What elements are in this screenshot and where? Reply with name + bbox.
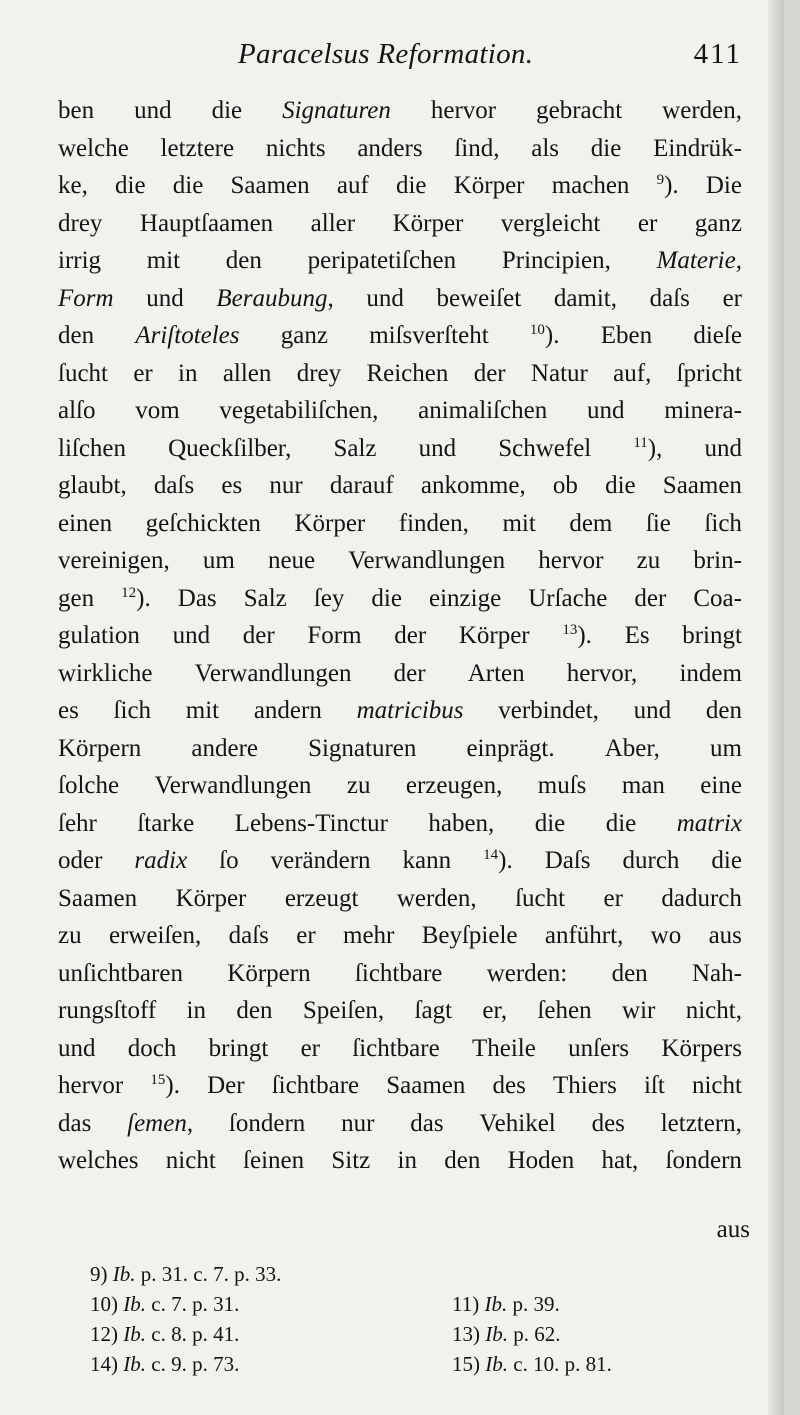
text-line: ſucht er in allen drey Reichen der Natur auf, ſpricht (58, 359, 742, 387)
body-text (58, 97, 742, 1185)
text-line: zu erweiſen, daſs er mehr Beyſpiele anführt, wo aus (58, 922, 742, 949)
text-line: Form und Beraubung, und beweiſet damit, daſs er (58, 284, 742, 312)
footnote-14: 14) Ib. c. 9. p. 73. (90, 1352, 240, 1376)
footnote-13: 13) Ib. p. 62. (452, 1322, 561, 1346)
text-line: wirkliche Verwandlungen der Arten hervor, indem (58, 659, 742, 687)
running-title: Paracelsus Reformation. (238, 38, 534, 70)
text-line: gen $^{12}$). Das Salz ſey die einzige Urſache der Coa- (58, 584, 742, 612)
footnote-15: 15) Ib. c. 10. p. 81. (452, 1352, 612, 1376)
page-number: 411 (693, 38, 742, 70)
text-line: drey Hauptſaamen aller Körper vergleicht er ganz (58, 209, 742, 237)
text-line: das ſemen, ſondern nur das Vehikel des letztern, (58, 1109, 742, 1137)
text-line: den Ariſtoteles ganz miſsverſteht $^{10}$). Eben dieſe (58, 322, 742, 349)
text-line: oder radix ſo verändern kann $^{14}$). Daſs durch die (58, 847, 742, 874)
page-edge (768, 0, 784, 1415)
footnote-12: 12) Ib. c. 8. p. 41. (90, 1322, 240, 1346)
text-line: unſichtbaren Körpern ſichtbare werden: den Nah- (58, 959, 742, 987)
text-line: ke, die die Saamen auf die Körper machen $^9$). Die (58, 172, 742, 199)
text-line: einen geſchickten Körper finden, mit dem ſie ſich (58, 509, 742, 537)
text-line: ſolche Verwandlungen zu erzeugen, muſs man eine (58, 772, 742, 799)
text-line: welche letztere nichts anders ſind, als die Eindrük- (58, 134, 742, 162)
text-line: gulation und der Form der Körper $^{13}$). Es bringt (58, 622, 742, 649)
text-line: glaubt, daſs es nur darauf ankomme, ob die Saamen (58, 472, 742, 499)
text-line: es ſich mit andern matricibus verbindet, und den (58, 697, 742, 724)
text-line: alſo vom vegetabiliſchen, animaliſchen und minera- (58, 397, 742, 424)
footnote-9: 9) Ib. p. 31. c. 7. p. 33. (90, 1262, 282, 1286)
text-line: ſehr ſtarke Lebens-Tinctur haben, die die matrix (58, 809, 742, 837)
text-line: Saamen Körper erzeugt werden, ſucht er dadurch (58, 884, 742, 912)
text-line: liſchen Queckſilber, Salz und Schwefel $^{11}$), und (58, 434, 742, 462)
text-line: welches nicht ſeinen Sitz in den Hoden hat, ſondern (58, 1147, 742, 1174)
text-line: und doch bringt er ſichtbare Theile unſers Körpers (58, 1034, 742, 1062)
text-line: vereinigen, um neue Verwandlungen hervor zu brin- (58, 547, 742, 574)
text-line: ben und die Signaturen hervor gebracht werden, (58, 97, 742, 124)
text-line: rungsſtoff in den Speiſen, ſagt er, ſehen wir nicht, (58, 997, 742, 1024)
text-line: hervor $^{15}$). Der ſichtbare Saamen des Thiers iſt nicht (58, 1072, 742, 1099)
page-header (60, 38, 740, 88)
catchword: aus (716, 1216, 750, 1243)
footnote-10: 10) Ib. c. 7. p. 31. (90, 1292, 240, 1316)
footnote-11: 11) Ib. p. 39. (452, 1292, 560, 1316)
text-line: Körpern andere Signaturen einprägt. Aber, um (58, 734, 742, 762)
text-line: irrig mit den peripatetiſchen Principien, Materie, (58, 247, 742, 274)
